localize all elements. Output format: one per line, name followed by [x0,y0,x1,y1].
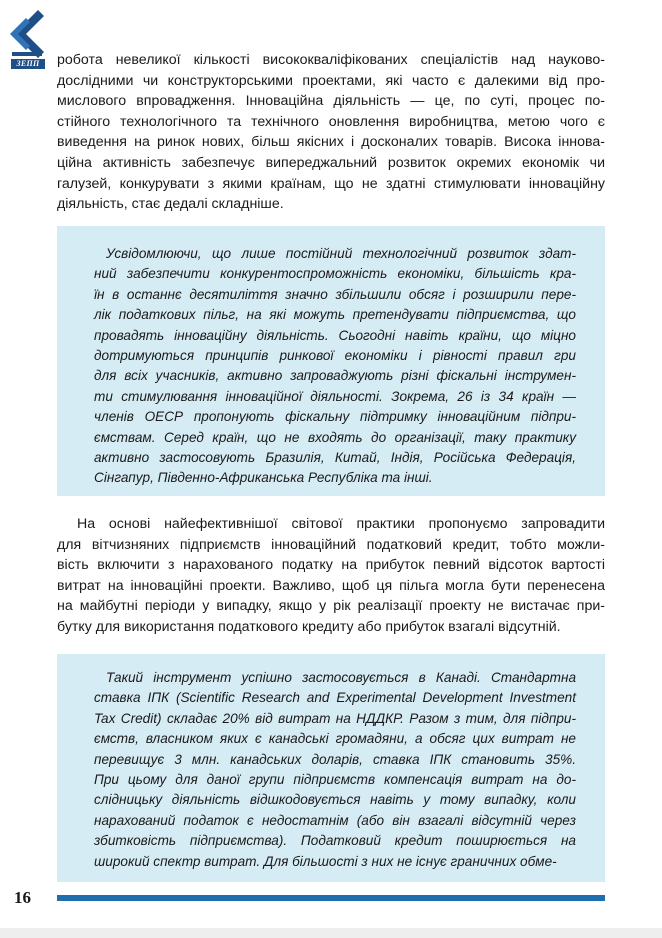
text-line: членів ОЕСР пропонують фіскальну підтримку інноваційним підпри- [94,409,576,425]
publisher-logo [8,8,46,68]
text-line: дотримуються принципів ринкової економіки і рівності правил гри [94,348,576,364]
text-line: Усвідомлюючи, що лише постійний технологічний розвиток здат- [106,246,576,261]
text-line: ційна активність забезпечує випереджальний розвиток окремих економік чи [57,154,605,171]
text-line: широкий спектр витрат. Для більшості з них не існує граничних обме- [94,853,557,869]
text-line: витрат на інноваційні проекти. Важливо, щоб ця пільга могла бути перенесена [57,577,605,594]
footer-rule [57,895,605,901]
text-line: на майбутні періоди у випадку, якщо у рік реалізації проекту не вистачає при- [57,598,605,615]
highlight-box-text [94,244,576,489]
text-line: ти стимулювання інноваційної діяльності. Зокрема, 26 із 34 країн — [94,388,576,404]
text-line: Такий інструмент успішно застосовується в Канаді. Стандартна [106,670,576,685]
text-line: нарахований податок є недостатнім (або він взагалі відсутній через [94,812,576,828]
text-line: ний забезпечити конкурентоспроможність економіки, більшість кра- [94,266,576,282]
text-line: ставка ІПК (Scientific Research and Experimental Development Investment [94,690,576,706]
text-line: На основі найефективнішої світової практики пропонуємо запровадити [77,516,605,532]
text-line: слідницьку діяльність відшкодовується навіть у тому випадку, коли [94,792,576,808]
text-line: дослідними чи конструкторськими проектами, які часто є далекими від про- [57,72,605,89]
publisher-logo-icon [8,8,46,60]
text-line: активно застосовують Бразилія, Китай, Індія, Російська Федерація, [94,450,576,466]
highlight-box-text [94,668,576,872]
text-line: провадять інноваційну діяльність. Сьогодні навіть країни, що міцно [94,327,576,343]
text-line: галузей, конкурувати з якими країнам, що не здатні стимулювати інноваційну [57,175,605,192]
text-line: лік податкових пільг, на які можуть претендувати підприємства, що [94,307,576,323]
text-line: збитковість підприємства). Податковий кредит поширюється на [94,833,576,849]
text-line: перевищує 3 млн. канадських доларів, ставка ІПК становить 35%. [94,751,576,767]
text-line: мислового впровадження. Інноваційна діяльність — це, по суті, процес по- [57,93,605,110]
page-edge [0,928,662,938]
text-line: вість включити з нарахованого податку на прибуток певний відсоток вартості [57,557,605,574]
text-line: Tax Credit) складає 20% від витрат на НДДКР. Разом з тим, для підпри- [94,710,576,726]
highlight-box-canada [57,654,605,882]
text-line: робота невеликої кількості висококваліфікованих спеціалістів над науково- [57,52,605,68]
text-line: Сінгапур, Південно-Африканська Республіка та інші. [94,470,433,486]
text-line: для вітчизняних підприємств інноваційний податковий кредит, тобто можли- [57,536,605,553]
body-paragraph-2 [57,514,605,638]
logo-label: ЗЕПП [11,59,45,69]
text-line: виведення на ринок нових, більш якісних і досконалих товарів. Висока іннова- [57,134,605,151]
text-line: ємствам. Серед країн, що не входять до організації, таку практику [94,429,576,445]
text-line: стійного технологічного та технічного оновлення виробництва, метою чого є [57,113,605,130]
text-line: бутку для використання податкового кредиту або прибуток взагалі відсутній. [57,618,561,635]
text-line: їн в останнє десятиліття значно збільшили обсяг і розширили пере- [94,286,576,302]
highlight-box-oecd [57,226,605,496]
text-line: При цьому для даної групи підприємств компенсація витрат на до- [94,772,576,788]
text-line: для всіх учасників, активно запроваджують різні фіскальні інструмен- [94,368,576,384]
text-line: ємств, власником яких є канадські громадяни, а обсяг цих витрат не [94,731,576,747]
page-number: 16 [14,888,31,907]
text-line: діяльність, стає дедалі складніше. [57,196,284,213]
body-paragraph-1 [57,50,605,215]
